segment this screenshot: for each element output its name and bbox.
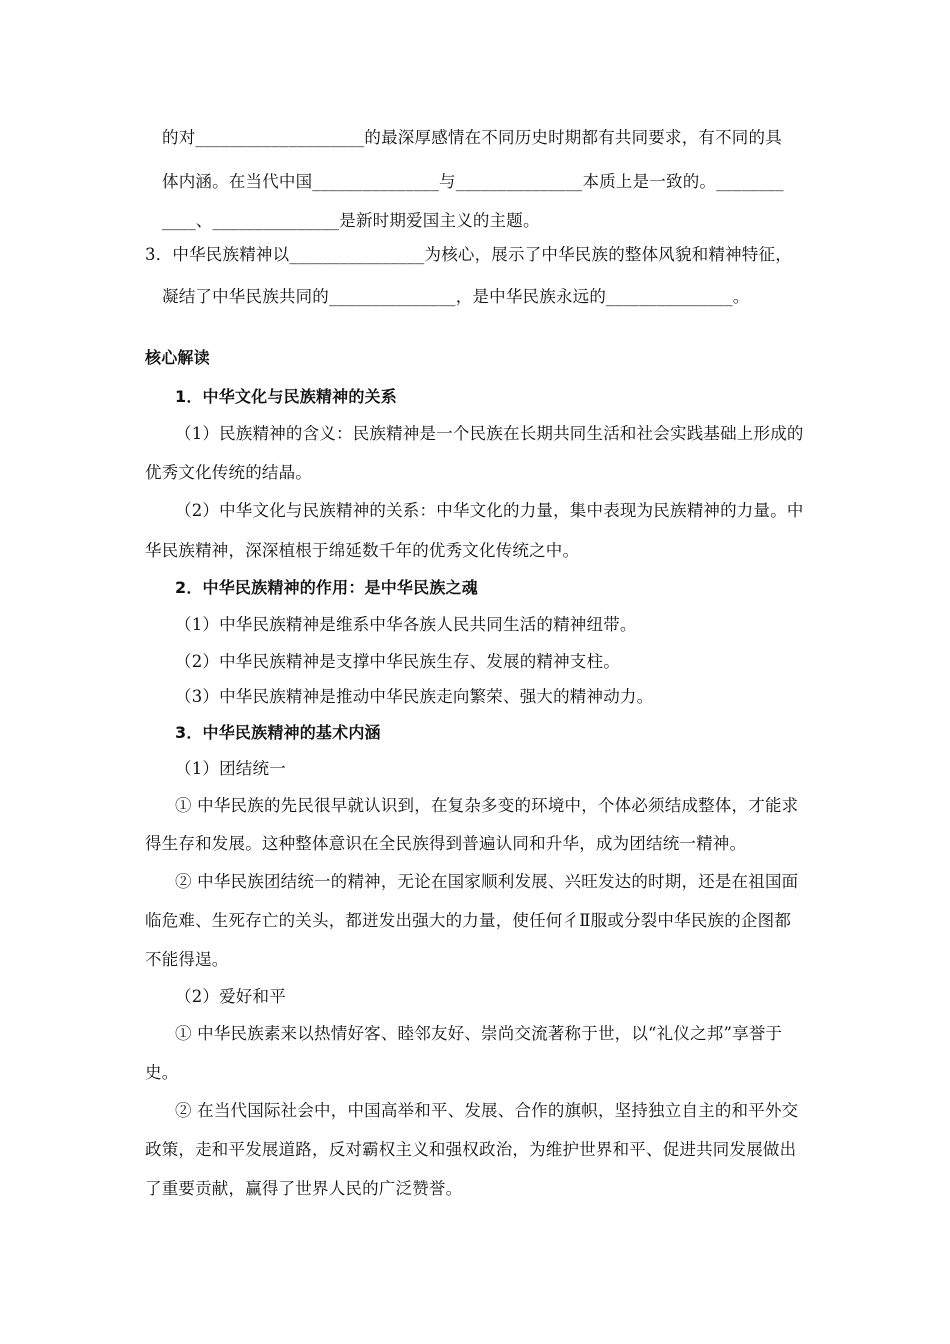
fill-in-line-1: 的对____________________的最深厚感情在不同历史时期都有共同要求，有不同的具 bbox=[162, 128, 782, 147]
paragraph: 政策，走和平发展道路，反对霸权主义和强权政治，为维护世界和平、促进共同发展做出 bbox=[145, 1140, 797, 1159]
paragraph: （1）团结统一 bbox=[175, 759, 286, 778]
paragraph: ② 在当代国际社会中，中国高举和平、发展、合作的旗帜，坚持独立自主的和平外交 bbox=[175, 1101, 799, 1120]
paragraph: （2）中华民族精神是支撑中华民族生存、发展的精神支柱。 bbox=[175, 652, 620, 671]
paragraph: ① 中华民族的先民很早就认识到，在复杂多变的环境中，个体必须结成整体，才能求 bbox=[175, 796, 799, 815]
paragraph: 不能得逞。 bbox=[145, 950, 229, 969]
paragraph: （3）中华民族精神是推动中华民族走向繁荣、强大的精神动力。 bbox=[175, 687, 654, 706]
paragraph: 优秀文化传统的结晶。 bbox=[145, 463, 312, 482]
subsection-title-1: 1．中华文化与民族精神的关系 bbox=[175, 387, 397, 406]
paragraph: 得生存和发展。这种整体意识在全民族得到普遍认同和升华，成为团结统一精神。 bbox=[145, 834, 747, 853]
paragraph: （2）爱好和平 bbox=[175, 987, 286, 1006]
paragraph: ① 中华民族素来以热情好客、睦邻友好、崇尚交流著称于世，以“礼仪之邦”享誉于 bbox=[175, 1024, 783, 1043]
paragraph: 史。 bbox=[145, 1063, 179, 1082]
subsection-title-3: 3．中华民族精神的基术内涵 bbox=[175, 723, 381, 742]
paragraph: （1）中华民族精神是维系中华各族人民共同生活的精神纽带。 bbox=[175, 615, 637, 634]
subsection-title-2: 2．中华民族精神的作用：是中华民族之魂 bbox=[175, 578, 478, 597]
fill-in-line-5: 凝结了中华民族共同的_______________，是中华民族永远的_______________。 bbox=[162, 287, 750, 306]
paragraph: （1）民族精神的含义：民族精神是一个民族在长期共同生活和社会实践基础上形成的 bbox=[175, 424, 804, 443]
paragraph: 临危难、生死存亡的关头，都迸发出强大的力量，使任何彳Ⅱ服或分裂中华民族的企图都 bbox=[145, 911, 792, 930]
fill-in-question-3: 3．中华民族精神以________________为核心，展示了中华民族的整体风貌和精神特征， bbox=[145, 245, 792, 264]
fill-in-line-3: ____、_______________是新时期爱国主义的主题。 bbox=[162, 211, 540, 230]
paragraph: 了重要贡献，赢得了世界人民的广泛赞誉。 bbox=[145, 1179, 463, 1198]
paragraph: 华民族精神，深深植根于绵延数千年的优秀文化传统之中。 bbox=[145, 541, 580, 560]
paragraph: ② 中华民族团结统一的精神，无论在国家顺利发展、兴旺发达的时期，还是在祖国面 bbox=[175, 872, 799, 891]
fill-in-line-2: 体内涵。在当代中国_______________与_______________本质上是一致的。________ bbox=[162, 172, 784, 191]
paragraph: （2）中华文化与民族精神的关系：中华文化的力量，集中表现为民族精神的力量。中 bbox=[175, 501, 804, 520]
section-title-core: 核心解读 bbox=[145, 348, 210, 367]
